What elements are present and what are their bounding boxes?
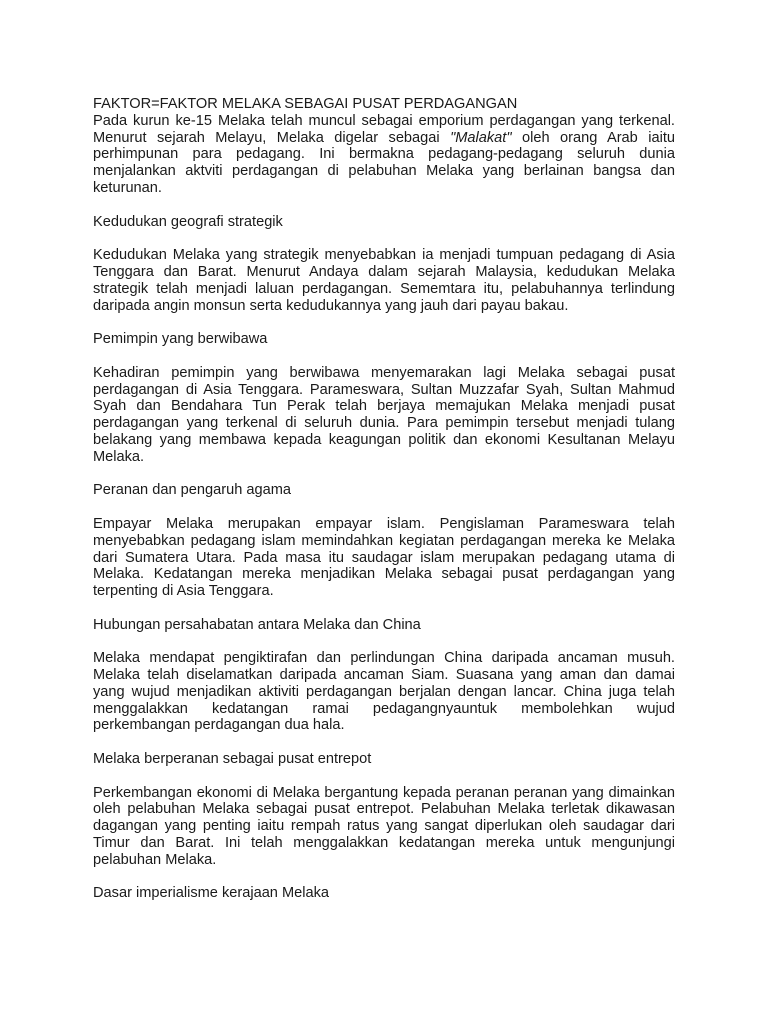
intro-emphasis: "Malakat" [450, 129, 512, 146]
section-heading-agama: Peranan dan pengaruh agama [93, 482, 291, 499]
section-heading-geografi: Kedudukan geografi strategik [93, 213, 283, 230]
section-body-geografi: Kedudukan Melaka yang strategik menyebabkan ia menjadi tumpuan pedagang di Asia Tenggara dan Barat. Menurut Andaya dalam sejarah Malaysia, kedudukan Melaka strategik telah menjadi laluan perdagangan. Sememtara itu, pelabuhannya terlindung daripada angin monsun serta kedudukannya yang jauh dari payau bakau. [93, 247, 675, 314]
section-heading-pemimpin: Pemimpin yang berwibawa [93, 331, 268, 348]
document-title: FAKTOR=FAKTOR MELAKA SEBAGAI PUSAT PERDAGANGAN [93, 96, 518, 112]
section-body-agama: Empayar Melaka merupakan empayar islam. Pengislaman Parameswara telah menyebabkan pedagang islam memindahkan kegiatan perdagangan mereka ke Melaka dari Sumatera Utara. Pada masa itu saudagar islam merupakan pedagang utama di Melaka. Kedatangan mereka menjadikan Melaka sebagai pusat perdagangan yang terpenting di Asia Tenggara. [93, 515, 675, 600]
document-page [93, 96, 675, 919]
section-body-entrepot: Perkembangan ekonomi di Melaka bergantung kepada peranan peranan yang dimainkan oleh pelabuhan Melaka sebagai pusat entrepot. Pelabuhan Melaka terletak dikawasan dagangan yang penting iaitu rempah ratus yang sangat diperlukan oleh saudagar dari Timur dan Barat. Ini telah menggalakkan kedatangan mereka untuk mengunjungi pelabuhan Melaka. [93, 784, 675, 868]
intro-text-before: Pada kurun ke-15 Melaka telah muncul sebagai emporium perdagangan yang terkenal. Menurut sejarah Melayu, Melaka digelar sebagai [93, 112, 675, 146]
intro-paragraph [93, 113, 675, 197]
section-heading-imperialisme: Dasar imperialisme kerajaan Melaka [93, 885, 330, 902]
section-body-pemimpin: Kehadiran pemimpin yang berwibawa menyemarakan lagi Melaka sebagai pusat perdagangan di Asia Tenggara. Parameswara, Sultan Muzzafar Syah, Sultan Mahmud Syah dan Bendahara Tun Perak telah berjaya memajukan Melaka menjadi pusat perdagangan yang terkenal di seluruh dunia. Para pemimpin tersebut menjadi tulang belakang yang membawa kepada keagungan politik dan ekonomi Kesultanan Melayu Melaka. [93, 364, 675, 465]
section-heading-china: Hubungan persahabatan antara Melaka dan China [93, 616, 421, 633]
section-heading-entrepot: Melaka berperanan sebagai pusat entrepot [93, 751, 372, 768]
section-body-china: Melaka mendapat pengiktirafan dan perlindungan China daripada ancaman musuh. Melaka telah diselamatkan daripada ancaman Siam. Suasana yang aman dan damai yang wujud menjadikan aktiviti perdagangan berjalan dengan lancar. China juga telah menggalakkan kedatangan ramai pedagangnyauntuk membolehkan wujud perkembangan perdagangan dua hala. [93, 650, 675, 734]
intro-text-after: oleh orang Arab iaitu perhimpunan para pedagang. Ini bermakna pedagang-pedagang seluruh dunia menjalankan aktviti perdagangan di pelabuhan Melaka yang berlainan bangsa dan keturunan. [93, 129, 675, 196]
